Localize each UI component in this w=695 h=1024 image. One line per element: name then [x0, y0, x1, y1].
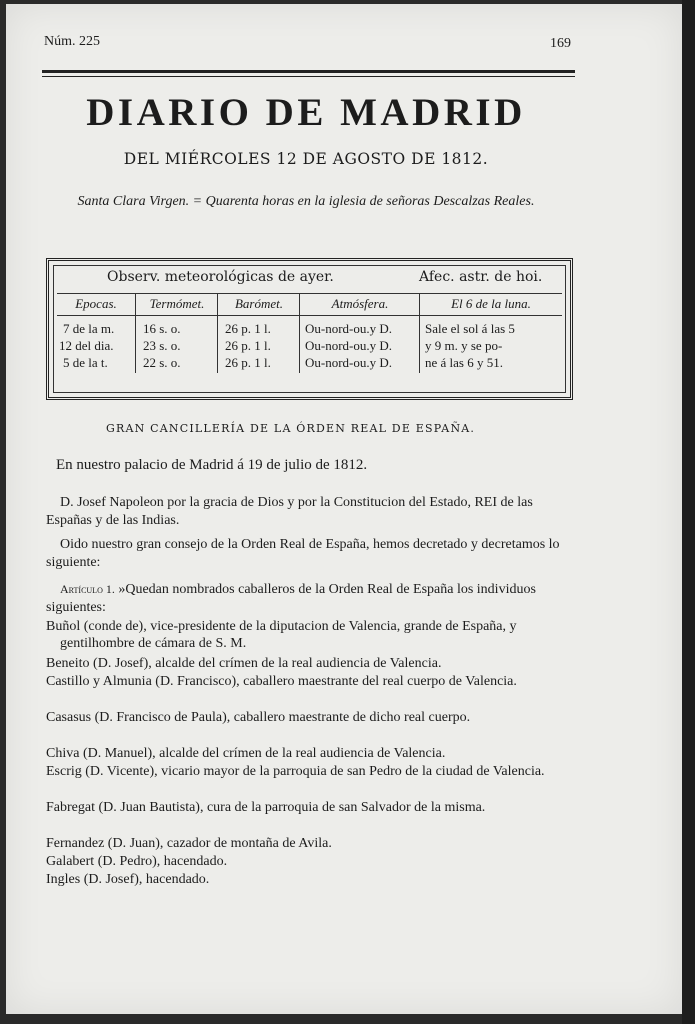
- cell-termometro: 22 s. o.: [143, 355, 181, 370]
- cell-atmosfera: Ou-nord-ou.y D.: [305, 321, 393, 336]
- cell-luna: ne á las 6 y 51.: [425, 355, 503, 370]
- cell-atmosfera: Ou-nord-ou.y D.: [305, 355, 393, 370]
- saint-of-day: Santa Clara Virgen. = Quarenta horas en la iglesia de señoras Descalzas Reales.: [77, 194, 535, 209]
- list-item: Ingles (D. Josef), hacendado.: [46, 872, 210, 887]
- col-header-barometro: Barómet.: [234, 296, 284, 311]
- cell-termometro: 16 s. o.: [143, 321, 181, 336]
- list-item: Galabert (D. Pedro), hacendado.: [46, 854, 228, 869]
- list-item: Chiva (D. Manuel), alcalde del crímen de la real audiencia de Valencia.: [46, 746, 446, 761]
- place-date: En nuestro palacio de Madrid á 19 de julio de 1812.: [56, 457, 368, 473]
- astro-heading: Afec. astr. de hoi.: [419, 269, 543, 285]
- article-label: Artículo 1.: [60, 582, 115, 596]
- masthead-title: DIARIO DE MADRID: [86, 91, 526, 134]
- cell-epoca: 5 de la t.: [63, 355, 108, 370]
- table-rule: [57, 293, 562, 294]
- cell-luna: y 9 m. y se po-: [425, 338, 503, 353]
- cell-epoca: 12 del dia.: [59, 338, 114, 353]
- column-divider: [217, 293, 218, 373]
- royal-intro: D. Josef Napoleon por la gracia de Dios y por la Constitucion del Estado, REI de las Españas y de las Indias.: [46, 495, 533, 528]
- list-item: Fabregat (D. Juan Bautista), cura de la parroquia de san Salvador de la misma.: [46, 800, 486, 815]
- col-header-atmosfera: Atmósfera.: [331, 296, 389, 311]
- scan-edge: [682, 0, 695, 1024]
- section-title: GRAN CANCILLERÍA DE LA ÓRDEN REAL DE ESPAÑA.: [106, 422, 476, 435]
- list-item: Casasus (D. Francisco de Paula), caballero maestrante de dicho real cuerpo.: [46, 710, 471, 725]
- weather-heading: Observ. meteorológicas de ayer.: [107, 269, 334, 285]
- header-rule-thin: [42, 76, 575, 77]
- column-divider: [135, 293, 136, 373]
- cell-luna: Sale el sol á las 5: [425, 321, 515, 336]
- list-item: Escrig (D. Vicente), vicario mayor de la parroquia de san Pedro de la ciudad de Valencia.: [46, 764, 545, 779]
- cell-epoca: 7 de la m.: [63, 321, 115, 336]
- list-item: Castillo y Almunia (D. Francisco), caballero maestrante del real cuerpo de Valencia.: [46, 674, 517, 689]
- table-rule: [57, 315, 562, 316]
- article-text: »Quedan nombrados caballeros de la Orden Real de España los individuos siguientes:: [46, 582, 536, 615]
- list-item: Fernandez (D. Juan), cazador de montaña de Avila.: [46, 836, 332, 851]
- list-item: Buñol (conde de), vice-presidente de la diputacion de Valencia, grande de España, y gentilhombre de cámara de S. M.: [46, 619, 517, 651]
- weather-table: [46, 258, 573, 400]
- column-divider: [299, 293, 300, 373]
- cell-barometro: 26 p. 1 l.: [225, 355, 271, 370]
- cell-barometro: 26 p. 1 l.: [225, 338, 271, 353]
- article-one: [46, 580, 576, 617]
- cell-atmosfera: Ou-nord-ou.y D.: [305, 338, 393, 353]
- page-number: 169: [550, 36, 571, 51]
- issue-date: DEL MIÉRCOLES 12 DE AGOSTO DE 1812.: [123, 150, 489, 168]
- col-header-epocas: Epocas.: [75, 296, 117, 311]
- header-rule-thick: [42, 70, 575, 73]
- col-header-luna: El 6 de la luna.: [451, 296, 531, 311]
- council-decree: Oido nuestro gran consejo de la Orden Real de España, hemos decretado y decretamos lo siguiente:: [46, 537, 560, 570]
- column-divider: [419, 293, 420, 373]
- cell-termometro: 23 s. o.: [143, 338, 181, 353]
- issue-number: Núm. 225: [44, 34, 100, 49]
- newspaper-page: [6, 4, 682, 1014]
- list-item: Beneito (D. Josef), alcalde del crímen de la real audiencia de Valencia.: [46, 656, 442, 671]
- cell-barometro: 26 p. 1 l.: [225, 321, 271, 336]
- col-header-termometro: Termómet.: [149, 296, 205, 311]
